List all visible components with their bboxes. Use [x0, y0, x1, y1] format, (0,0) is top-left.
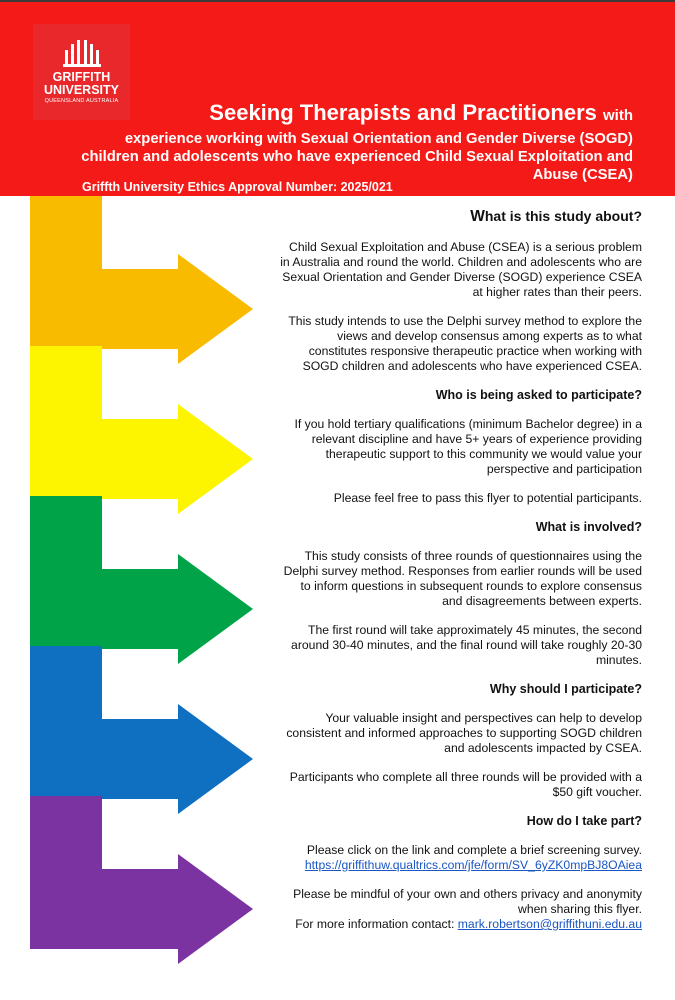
why-paragraph-2: Participants who complete all three rounds will be provided with a $50 gift voucher.	[289, 770, 642, 799]
arrow-blue	[30, 646, 253, 814]
involved-paragraph-1: This study consists of three rounds of questionnaires using the Delphi survey method. Responses from earlier rounds will be used to inform questions in subsequent rounds to explore consensus and disagreements between experts.	[283, 549, 642, 608]
rainbow-arrows	[0, 196, 260, 1000]
heading-who: Who is being asked to participate?	[435, 388, 642, 402]
heading-why: Why should I participate?	[489, 682, 642, 696]
title-block	[73, 100, 633, 184]
page-title: Seeking Therapists and Practitioners with	[209, 100, 633, 125]
privacy-note: Please be mindful of your own and others privacy and anonymity when sharing this flyer.	[293, 887, 642, 916]
how-paragraph-2	[277, 887, 642, 932]
page-subtitle: experience working with Sexual Orientation and Gender Diverse (SOGD) children and adolescents who have experienced Child Sexual Exploitation and Abuse (CSEA)	[81, 131, 633, 183]
who-paragraph-2: Please feel free to pass this flyer to potential participants.	[333, 491, 642, 505]
ethics-approval-number: Griffth University Ethics Approval Number: 2025/021	[82, 180, 393, 194]
arrow-orange	[30, 196, 253, 364]
arrow-green	[30, 496, 253, 664]
about-paragraph-2: This study intends to use the Delphi survey method to explore the views and develop consensus among experts as to what constitutes responsive therapeutic practice when working with SOGD children and adolescents who have experienced CSEA.	[288, 314, 642, 373]
contact-email-link[interactable]: mark.robertson@griffithuni.edu.au	[457, 917, 642, 931]
about-paragraph-1: Child Sexual Exploitation and Abuse (CSEA) is a serious problem in Australia and round the world. Children and adolescents who are Sexual Orientation and Gender Diverse (SOGD) experience CSEA at higher rates than their peers.	[280, 240, 642, 299]
study-information	[277, 207, 642, 946]
heading-how: How do I take part?	[526, 814, 642, 828]
who-paragraph-1: If you hold tertiary qualifications (minimum Bachelor degree) in a relevant discipline and have 5+ years of experience providing therapeutic support to this community we would value your perspective and participation	[294, 417, 642, 476]
arrow-purple	[30, 796, 253, 964]
screening-instruction: Please click on the link and complete a brief screening survey.	[306, 843, 642, 857]
heading-involved: What is involved?	[535, 520, 642, 534]
survey-link[interactable]: https://griffithuw.qualtrics.com/jfe/form/SV_6yZK0mpBJ8OAiea	[304, 858, 642, 872]
logo-wordmark: GRIFFITH UNIVERSITY	[43, 70, 119, 97]
why-paragraph-1: Your valuable insight and perspectives can help to develop consistent and informed approaches to supporting SOGD children and adolescents impacted by CSEA.	[286, 711, 642, 755]
header-banner	[0, 0, 675, 196]
title-with: with	[603, 107, 633, 124]
logo-subtitle: QUEENSLAND AUSTRALIA	[44, 98, 119, 104]
heading-about: What is this study about?	[470, 208, 642, 225]
how-paragraph-1	[277, 843, 642, 873]
involved-paragraph-2: The first round will take approximately 45 minutes, the second around 30-40 minutes, and the final round will take roughly 20-30 minutes.	[291, 623, 642, 667]
arrow-yellow	[30, 346, 253, 514]
contact-label: For more information contact:	[295, 917, 455, 931]
logo-emblem-icon	[61, 38, 103, 68]
